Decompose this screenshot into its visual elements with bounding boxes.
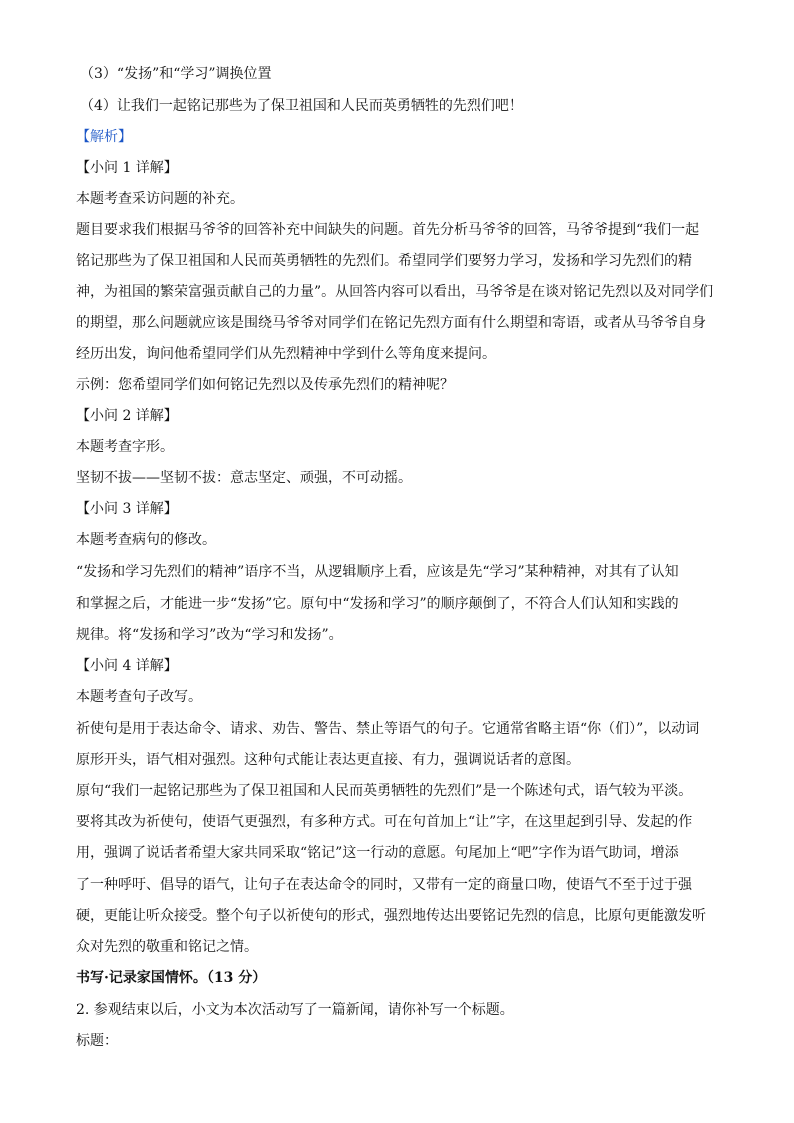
- q3-body-line: 和掌握之后，才能进一步“发扬”它。原句中“发扬和学习”的顺序颠倒了，不符合人们认知和实践的: [76, 596, 679, 612]
- q4-body-line: 原句“我们一起铭记那些为了保卫祖国和人民而英勇牺牲的先烈们”是一个陈述句式，语气较为平淡。: [76, 783, 693, 799]
- q2-body: 坚韧不拔——坚韧不拔：意志坚定、顽强，不可动摇。: [76, 470, 412, 486]
- q3-body-line: 规律。将“发扬和学习”改为“学习和发扬”。: [76, 627, 343, 643]
- q1-heading: 【小问 1 详解】: [76, 160, 178, 176]
- q4-body-line: 用，强调了说话者希望大家共同采取“铭记”这一行动的意愿。句尾加上“吧”字作为语气助词，增添: [76, 845, 679, 861]
- q1-body-line: 的期望，那么问题就应该是围绕马爷爷对同学们在铭记先烈方面有什么期望和寄语，或者从马爷爷自身: [76, 315, 706, 331]
- q4-body-line: 原形开头，语气相对强烈。这种句式能让表达更直接、有力，强调说话者的意图。: [76, 752, 580, 768]
- q4-intro: 本题考查句子改写。: [76, 689, 202, 705]
- q4-body-line: 众对先烈的敬重和铭记之情。: [76, 939, 258, 955]
- q2-heading: 【小问 2 详解】: [76, 408, 178, 424]
- answer-4: （4）让我们一起铭记那些为了保卫祖国和人民而英勇牺牲的先烈们吧！: [80, 98, 523, 114]
- section-question: 2. 参观结束以后，小文为本次活动写了一篇新闻，请你补写一个标题。: [76, 1002, 514, 1018]
- section-title: 书写·记录家国情怀。（13 分）: [76, 970, 267, 986]
- q2-intro: 本题考查字形。: [76, 439, 174, 455]
- q4-body-line: 了一种呼吁、倡导的语气，让句子在表达命令的同时，又带有一定的商量口吻，使语气不至于过于强: [76, 877, 692, 893]
- q4-body-line: 要将其改为祈使句，使语气更强烈，有多种方式。可在句首加上“让”字，在这里起到引导、发起的作: [76, 814, 693, 830]
- answer-3: （3）“发扬”和“学习”调换位置: [80, 66, 272, 82]
- q1-intro: 本题考查采访问题的补充。: [76, 191, 244, 207]
- q4-body-line: 祈使句是用于表达命令、请求、劝告、警告、禁止等语气的句子。它通常省略主语“你（们）”，以动词: [76, 721, 700, 737]
- q3-body-line: “发扬和学习先烈们的精神”语序不当，从逻辑顺序上看，应该是先“学习”某种精神，对其有了认知: [76, 564, 679, 580]
- q4-heading: 【小问 4 详解】: [76, 658, 178, 674]
- q3-heading: 【小问 3 详解】: [76, 501, 178, 517]
- q1-body-line: 经历出发，询问他希望同学们从先烈精神中学到什么等角度来提问。: [76, 346, 496, 362]
- q1-body-line: 题目要求我们根据马爷爷的回答补充中间缺失的问题。首先分析马爷爷的回答，马爷爷提到“我们一起: [76, 222, 700, 238]
- title-prompt: 标题：: [76, 1033, 118, 1049]
- q4-body-line: 硬，更能让听众接受。整个句子以祈使句的形式，强烈地传达出要铭记先烈的信息，比原句更能激发听: [76, 908, 706, 924]
- q1-body-line: 铭记那些为了保卫祖国和人民而英勇牺牲的先烈们。希望同学们要努力学习，发扬和学习先烈们的精: [76, 253, 692, 269]
- q1-body-line: 神，为祖国的繁荣富强贡献自己的力量”。从回答内容可以看出，马爷爷是在谈对铭记先烈以及对同学们: [76, 284, 714, 300]
- q3-intro: 本题考查病句的修改。: [76, 532, 216, 548]
- analysis-tag: 【解析】: [76, 129, 132, 145]
- q1-example: 示例：您希望同学们如何铭记先烈以及传承先烈们的精神呢？: [76, 377, 454, 393]
